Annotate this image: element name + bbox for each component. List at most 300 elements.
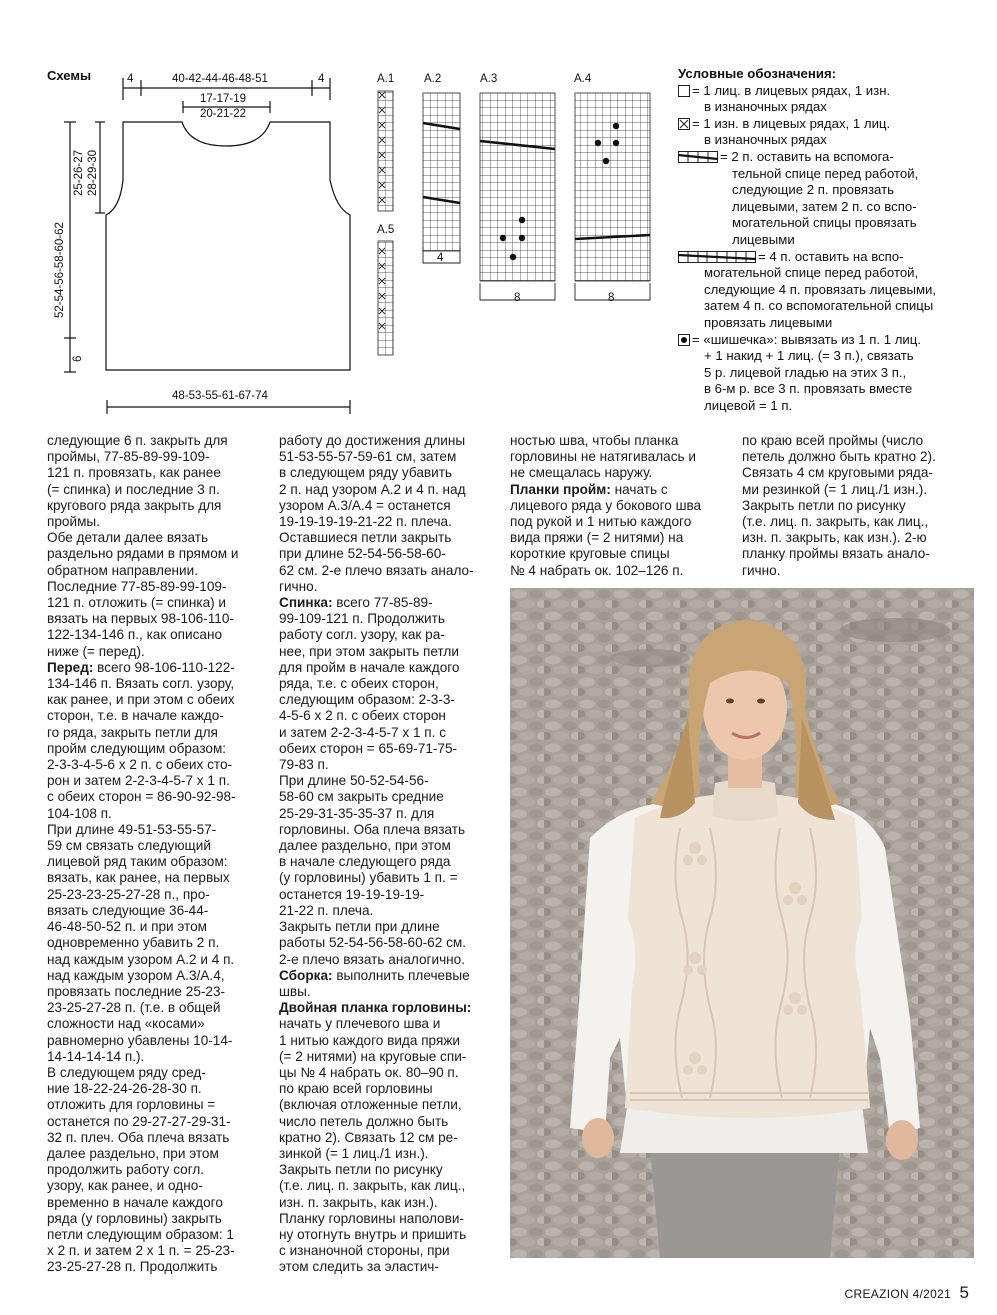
legend-line: = 1 изн. в лицевых рядах, 1 лиц. [692, 115, 891, 131]
line-text: обеих сторон = 65-69-71-75- [279, 740, 458, 756]
line-text: ряда, т.е. с обеих сторон, [279, 676, 439, 692]
line-text: 1 нитью каждого вида пряжи [279, 1032, 461, 1048]
text-line [279, 1243, 493, 1259]
line-text: (у горловины) убавить 1 п. = [279, 870, 458, 886]
text-line [47, 1097, 261, 1113]
line-text: 122-134-146 п., как описано [47, 627, 223, 643]
text-line [279, 644, 493, 660]
line-text: ну отогнуть внутрь и пришить [279, 1226, 467, 1242]
text-line [279, 465, 493, 481]
page-number: 5 [959, 1283, 969, 1302]
text-line [47, 498, 261, 514]
text-line [279, 741, 493, 757]
line-text: 79-83 п. [279, 757, 329, 773]
chart-a1-label: A.1 [377, 73, 395, 85]
line-text: Планку горловины наполови- [279, 1210, 464, 1226]
line-text: по краю всей проймы (число [742, 433, 924, 448]
model-photo [510, 588, 974, 1258]
line-text: равномерно убавлены 10-14- [47, 1032, 233, 1048]
line-text: ряда (у горловины) закрыть [47, 1210, 222, 1226]
line-text: узором A.3/A.4 = останется [279, 497, 451, 513]
line-text: горловины не натягивалась и [510, 449, 696, 465]
text-line [47, 870, 261, 886]
text-line [279, 579, 493, 595]
line-text: начать у плечевого шва и [279, 1016, 441, 1032]
line-text: отложить для горловины = [47, 1097, 216, 1113]
text-line [47, 465, 261, 481]
text-line [279, 952, 493, 968]
text-line [279, 611, 493, 627]
text-line [279, 1065, 493, 1081]
text-line [279, 563, 493, 579]
line-text: для пройм в начале каждого [279, 659, 460, 675]
legend [678, 66, 978, 414]
legend-line: в изнаночных рядах [704, 132, 827, 148]
line-text: рон и затем 2-2-3-4-5-7 х 1 п. [47, 773, 230, 789]
text-line [279, 725, 493, 741]
line-text: ми резинкой (= 1 лиц./1 изн.). [742, 481, 928, 497]
line-text: изн. п. закрыть, как изн.). 2-ю [742, 530, 927, 546]
text-line [47, 1033, 261, 1049]
text-line [279, 514, 493, 530]
line-text: Закрыть петли по рисунку [279, 1162, 443, 1178]
line-text: (т.е. лиц. п. закрыть, как лиц., [279, 1178, 466, 1194]
text-line [47, 1162, 261, 1178]
line-text: В следующем ряду сред- [47, 1064, 206, 1080]
legend-line: следующие 2 п. провязать [732, 182, 895, 198]
line-text: 46-48-50-52 п. и при этом [47, 919, 208, 935]
line-text: обратном направлении. [47, 562, 199, 578]
neck-width-line2: 20-21-22 [200, 108, 247, 120]
legend-line: провязать лицевыми [704, 314, 833, 330]
text-line [279, 984, 493, 1000]
text-line [47, 757, 261, 773]
text-line [47, 1243, 261, 1259]
line-text: в начале следующего ряда [279, 854, 451, 870]
line-text: при длине 52-54-56-58-60- [279, 546, 446, 562]
text-line [47, 968, 261, 984]
text-line [279, 1000, 493, 1016]
magazine-issue: CREAZION 4/2021 [844, 1287, 952, 1301]
text-line [510, 449, 724, 465]
legend-item-cable-2x2 [678, 149, 978, 249]
text-line [47, 935, 261, 951]
legend-item-purl [678, 116, 978, 149]
model-illustration [510, 588, 974, 1258]
line-text: по краю всей горловины [279, 1081, 433, 1097]
text-line [279, 870, 493, 886]
line-text: продолжить работу согл. [47, 1162, 205, 1178]
text-line [510, 482, 724, 498]
line-text: вязать следующие 36-44- [47, 902, 209, 918]
bobble-icon [678, 334, 690, 346]
text-line [279, 789, 493, 805]
text-line [742, 530, 972, 546]
vest-schematic-drawing [0, 0, 380, 420]
crossed-square-icon [678, 118, 690, 130]
text-line [742, 433, 972, 449]
armhole-height-line2: 28-29-30 [87, 149, 99, 196]
line-text: вязать на первых 98-106-110- [47, 611, 234, 627]
line-text: над каждым узором A.3/A.4, [47, 967, 225, 983]
line-text: (включая отложенные петли, [279, 1097, 462, 1113]
text-line [47, 1178, 261, 1194]
line-text: всего 77-85-89- [332, 595, 433, 611]
line-text: 51-53-55-57-59-61 см, затем [279, 449, 457, 465]
text-line [47, 1049, 261, 1065]
rib-height-label: 6 [72, 355, 84, 362]
text-line [47, 563, 261, 579]
line-text: как ранее, и при этом с обеих [47, 692, 235, 708]
line-text: петли следующим образом: 1 [47, 1226, 234, 1242]
text-line [279, 449, 493, 465]
line-text: ниже (= перед). [47, 643, 145, 659]
line-text: 23-25-27-28 п. (т.е. в общей [47, 1000, 221, 1016]
legend-line: = «шишечка»: вывязать из 1 п. 1 лиц. [692, 331, 922, 347]
line-text: число петель должно быть [279, 1113, 449, 1129]
line-text: 2-е плечо вязать аналогично. [279, 951, 466, 967]
text-line [47, 611, 261, 627]
line-text: Оставшиеся петли закрыть [279, 530, 452, 546]
chart-grids [370, 85, 670, 365]
text-line [47, 1016, 261, 1032]
text-column-4 [742, 433, 972, 579]
text-line [47, 854, 261, 870]
armhole-height-line1: 25-26-27 [73, 149, 85, 196]
text-line [742, 498, 972, 514]
text-line [510, 433, 724, 449]
text-line [279, 660, 493, 676]
line-text: раздельно рядами в прямом и [47, 546, 239, 562]
line-text: работу согл. узору, как ра- [279, 627, 445, 643]
line-text: пройм следующим образом: [47, 740, 227, 756]
page-footer [845, 1283, 969, 1303]
line-text: 2 п. над узором A.2 и 4 п. над [279, 481, 466, 497]
total-height-label: 52-54-56-58-60-62 [54, 222, 66, 318]
line-text: этом следить за эластич- [279, 1259, 439, 1275]
text-line [47, 482, 261, 498]
text-line [47, 984, 261, 1000]
line-text: нее, при этом закрыть петли [279, 643, 459, 659]
section-heading: Спинка: [279, 595, 333, 611]
text-line [47, 1211, 261, 1227]
line-text: изн. п. закрыть, как изн.). [279, 1194, 438, 1210]
legend-line: могательной спицы провязать [732, 215, 917, 231]
text-line [279, 773, 493, 789]
line-text: с изнаночной стороны, при [279, 1243, 450, 1259]
line-text: лицевого ряда у бокового шва [510, 497, 702, 513]
text-line [279, 887, 493, 903]
section-heading: Перед: [47, 659, 94, 675]
text-line [47, 1065, 261, 1081]
legend-line: 5 р. лицевой гладью на этих 3 п., [704, 364, 907, 380]
chart-a2-repeat: 4 [437, 252, 444, 264]
text-line [742, 465, 972, 481]
chart-a3-label: A.3 [480, 73, 498, 85]
line-text: (= спинка) и последние 3 п. [47, 481, 220, 497]
line-text: При длине 49-51-53-55-57- [47, 821, 217, 837]
line-text: начать с [610, 481, 668, 497]
top-right-4: 4 [318, 73, 325, 85]
text-line [742, 546, 972, 562]
line-text: вида пряжи (= 2 нитями) на [510, 530, 684, 546]
cable-4-icon [678, 251, 756, 263]
chart-a4-label: A.4 [574, 73, 592, 85]
text-line [47, 708, 261, 724]
text-line [279, 1162, 493, 1178]
legend-line: затем 4 п. со вспомогательной спицы [704, 298, 934, 314]
cable-2-icon [678, 151, 718, 163]
legend-title: Условные обозначения: [678, 66, 837, 81]
line-text: проймы, 77-85-89-99-109- [47, 449, 210, 465]
text-line [47, 773, 261, 789]
line-text: далее раздельно, при этом [47, 1145, 219, 1161]
line-text: сторон, т.е. в начале каждо- [47, 708, 224, 724]
text-line [47, 1259, 261, 1275]
text-line [47, 887, 261, 903]
section-heading: Планки пройм: [510, 481, 611, 497]
line-text: 19-19-19-19-21-22 п. плеча. [279, 514, 452, 530]
text-line [47, 627, 261, 643]
line-text: с обеих сторон = 86-90-92-98- [47, 789, 236, 805]
text-line [279, 1049, 493, 1065]
line-text: 121 п. провязать, как ранее [47, 465, 221, 481]
line-text: Последние 77-85-89-99-109- [47, 578, 227, 594]
text-line [742, 449, 972, 465]
text-line [279, 854, 493, 870]
text-line [47, 449, 261, 465]
line-text: планку проймы вязать анало- [742, 546, 930, 562]
text-line [279, 530, 493, 546]
text-line [47, 838, 261, 854]
line-text: следующим образом: 2-3-3- [279, 692, 455, 708]
line-text: одновременно убавить 2 п. [47, 935, 220, 951]
text-line [47, 1114, 261, 1130]
line-text: выполнить плечевые [332, 967, 470, 983]
text-line [47, 1146, 261, 1162]
text-column-3 [510, 433, 724, 579]
line-text: гично. [279, 578, 318, 594]
top-width-label: 40-42-44-46-48-51 [172, 73, 268, 85]
legend-line: могательной спице перед работой, [704, 265, 919, 281]
text-line [279, 676, 493, 692]
line-text: 2-3-3-4-5-6 х 2 п. с обеих сто- [47, 757, 233, 773]
text-line [47, 1227, 261, 1243]
line-text: 121 п. отложить (= спинка) и [47, 595, 227, 611]
line-text: При длине 50-52-54-56- [279, 773, 429, 789]
text-line [47, 514, 261, 530]
text-line [742, 482, 972, 498]
text-line [742, 514, 972, 530]
text-line [47, 789, 261, 805]
section-heading: Двойная планка горловины: [279, 1000, 472, 1016]
text-line [510, 465, 724, 481]
line-text: работы 52-54-56-58-60-62 см. [279, 935, 466, 951]
line-text: Закрыть петли при длине [279, 919, 440, 935]
legend-line: следующие 4 п. провязать лицевыми, [704, 281, 937, 297]
text-line [47, 1000, 261, 1016]
text-line [47, 1195, 261, 1211]
line-text: следующие 6 п. закрыть для [47, 433, 228, 448]
line-text: 4-5-6 х 2 п. с обеих сторон [279, 708, 446, 724]
legend-line: тельной спице перед работой, [732, 165, 919, 181]
text-line [47, 806, 261, 822]
line-text: х 2 п. и затем 2 х 1 п. = 25-23- [47, 1243, 235, 1259]
text-line [279, 1081, 493, 1097]
text-line [742, 563, 972, 579]
text-line [279, 919, 493, 935]
text-column-2 [279, 433, 493, 1276]
line-text: горловины. Оба плеча вязать [279, 821, 466, 837]
text-line [279, 627, 493, 643]
text-line [279, 1033, 493, 1049]
text-line [279, 806, 493, 822]
empty-square-icon [678, 85, 690, 97]
line-text: сложности над «косами» [47, 1016, 205, 1032]
text-line [279, 1114, 493, 1130]
line-text: ностью шва, чтобы планка [510, 433, 679, 448]
text-line [279, 1146, 493, 1162]
line-text: цы № 4 набрать ок. 80–90 п. [279, 1064, 459, 1080]
line-text: швы. [279, 983, 311, 999]
text-line [279, 935, 493, 951]
chart-a4-repeat: 8 [608, 292, 615, 304]
line-text: 32 п. плеч. Оба плеча вязать [47, 1129, 230, 1145]
text-line [279, 546, 493, 562]
line-text: гично. [742, 562, 781, 578]
line-text: 25-29-31-35-35-37 п. для [279, 805, 435, 821]
text-line [279, 1130, 493, 1146]
line-text: № 4 набрать ок. 102–126 п. [510, 562, 684, 578]
text-line [279, 498, 493, 514]
legend-line: лицевыми [732, 231, 795, 247]
text-line [510, 498, 724, 514]
text-line [47, 919, 261, 935]
text-line [279, 692, 493, 708]
text-line [279, 1195, 493, 1211]
chart-a2-label: A.2 [424, 73, 442, 85]
text-line [279, 1178, 493, 1194]
text-line [279, 1227, 493, 1243]
text-column-1 [47, 433, 261, 1276]
line-text: (= 2 нитями) на круговые спи- [279, 1048, 467, 1064]
top-left-4: 4 [127, 73, 134, 85]
line-text: останется 19-19-19-19- [279, 886, 425, 902]
text-line [279, 968, 493, 984]
bottom-width-label: 48-53-55-61-67-74 [172, 390, 268, 402]
legend-line: = 4 п. оставить на вспо- [758, 248, 904, 264]
line-text: 104-108 п. [47, 805, 112, 821]
line-text: проймы. [47, 514, 100, 530]
text-line [279, 903, 493, 919]
text-line [279, 482, 493, 498]
line-text: в следующем ряду убавить [279, 465, 453, 481]
chart-a5-label: A.5 [377, 224, 395, 236]
line-text: провязать последние 25-23- [47, 983, 226, 999]
text-line [510, 530, 724, 546]
neck-width-line1: 17-17-19 [200, 93, 247, 105]
text-line [279, 1259, 493, 1275]
line-text: временно в начале каждого [47, 1194, 223, 1210]
text-line [279, 838, 493, 854]
text-line [47, 676, 261, 692]
line-text: 134-146 п. Вязать согл. узору, [47, 676, 235, 692]
text-line [47, 725, 261, 741]
line-text: вязать, как ранее, на первых [47, 870, 230, 886]
line-text: и затем 2-2-3-4-5-7 х 1 п. с [279, 724, 447, 740]
legend-item-knit [678, 83, 978, 116]
line-text: 99-109-121 п. Продолжить [279, 611, 445, 627]
text-line [47, 660, 261, 676]
text-line [47, 1130, 261, 1146]
legend-line: лицевой = 1 п. [704, 397, 793, 413]
line-text: короткие круговые спицы [510, 546, 670, 562]
line-text: работу до достижения длины [279, 433, 466, 448]
line-text: кратно 2). Связать 12 см ре- [279, 1129, 458, 1145]
line-text: Связать 4 см круговыми ряда- [742, 465, 933, 481]
legend-line: в изнаночных рядах [704, 99, 827, 115]
line-text: ние 18-22-24-26-28-30 п. [47, 1081, 202, 1097]
line-text: останется по 29-27-27-29-31- [47, 1113, 231, 1129]
legend-line: в 6-м р. все 3 п. провязать вместе [704, 381, 913, 397]
schematic-title: Схемы [47, 68, 92, 83]
text-line [47, 741, 261, 757]
text-line [47, 530, 261, 546]
legend-line: = 2 п. оставить на вспомога- [720, 148, 894, 164]
text-line [47, 433, 261, 449]
line-text: 14-14-14-14 п.). [47, 1048, 145, 1064]
line-text: петель должно быть кратно 2). [742, 449, 936, 465]
line-text: го ряда, закрыть петли для [47, 724, 218, 740]
line-text: Обе детали далее вязать [47, 530, 209, 546]
line-text: всего 98-106-110-122- [93, 659, 235, 675]
legend-item-bobble [678, 332, 978, 415]
text-line [279, 757, 493, 773]
line-text: Закрыть петли по рисунку [742, 497, 906, 513]
line-text: под рукой и 1 нитью каждого [510, 514, 692, 530]
text-line [47, 595, 261, 611]
line-text: кругового ряда закрыть для [47, 497, 222, 513]
text-line [47, 903, 261, 919]
text-line [47, 952, 261, 968]
text-line [510, 514, 724, 530]
text-line [279, 708, 493, 724]
text-line [279, 595, 493, 611]
text-line [279, 1211, 493, 1227]
text-line [47, 822, 261, 838]
line-text: 59 см связать следующий [47, 838, 211, 854]
text-line [510, 563, 724, 579]
line-text: над каждым узором A.2 и 4 п. [47, 951, 235, 967]
line-text: 62 см. 2-е плечо вязать анало- [279, 562, 474, 578]
text-line [510, 546, 724, 562]
text-line [279, 1097, 493, 1113]
line-text: далее раздельно, при этом [279, 838, 451, 854]
text-line [47, 546, 261, 562]
line-text: 21-22 п. плеча. [279, 902, 374, 918]
line-text: не смещалась наружу. [510, 465, 653, 481]
line-text: узору, как ранее, и одно- [47, 1178, 203, 1194]
line-text: лицевой ряд таким образом: [47, 854, 228, 870]
section-heading: Сборка: [279, 967, 333, 983]
legend-line: лицевыми, затем 2 п. со вспо- [732, 198, 917, 214]
text-line [47, 692, 261, 708]
text-line [47, 579, 261, 595]
text-line [47, 644, 261, 660]
chart-a3-repeat: 8 [514, 292, 521, 304]
legend-item-cable-4x4 [678, 249, 978, 332]
legend-line: = 1 лиц. в лицевых рядах, 1 изн. [692, 82, 891, 98]
